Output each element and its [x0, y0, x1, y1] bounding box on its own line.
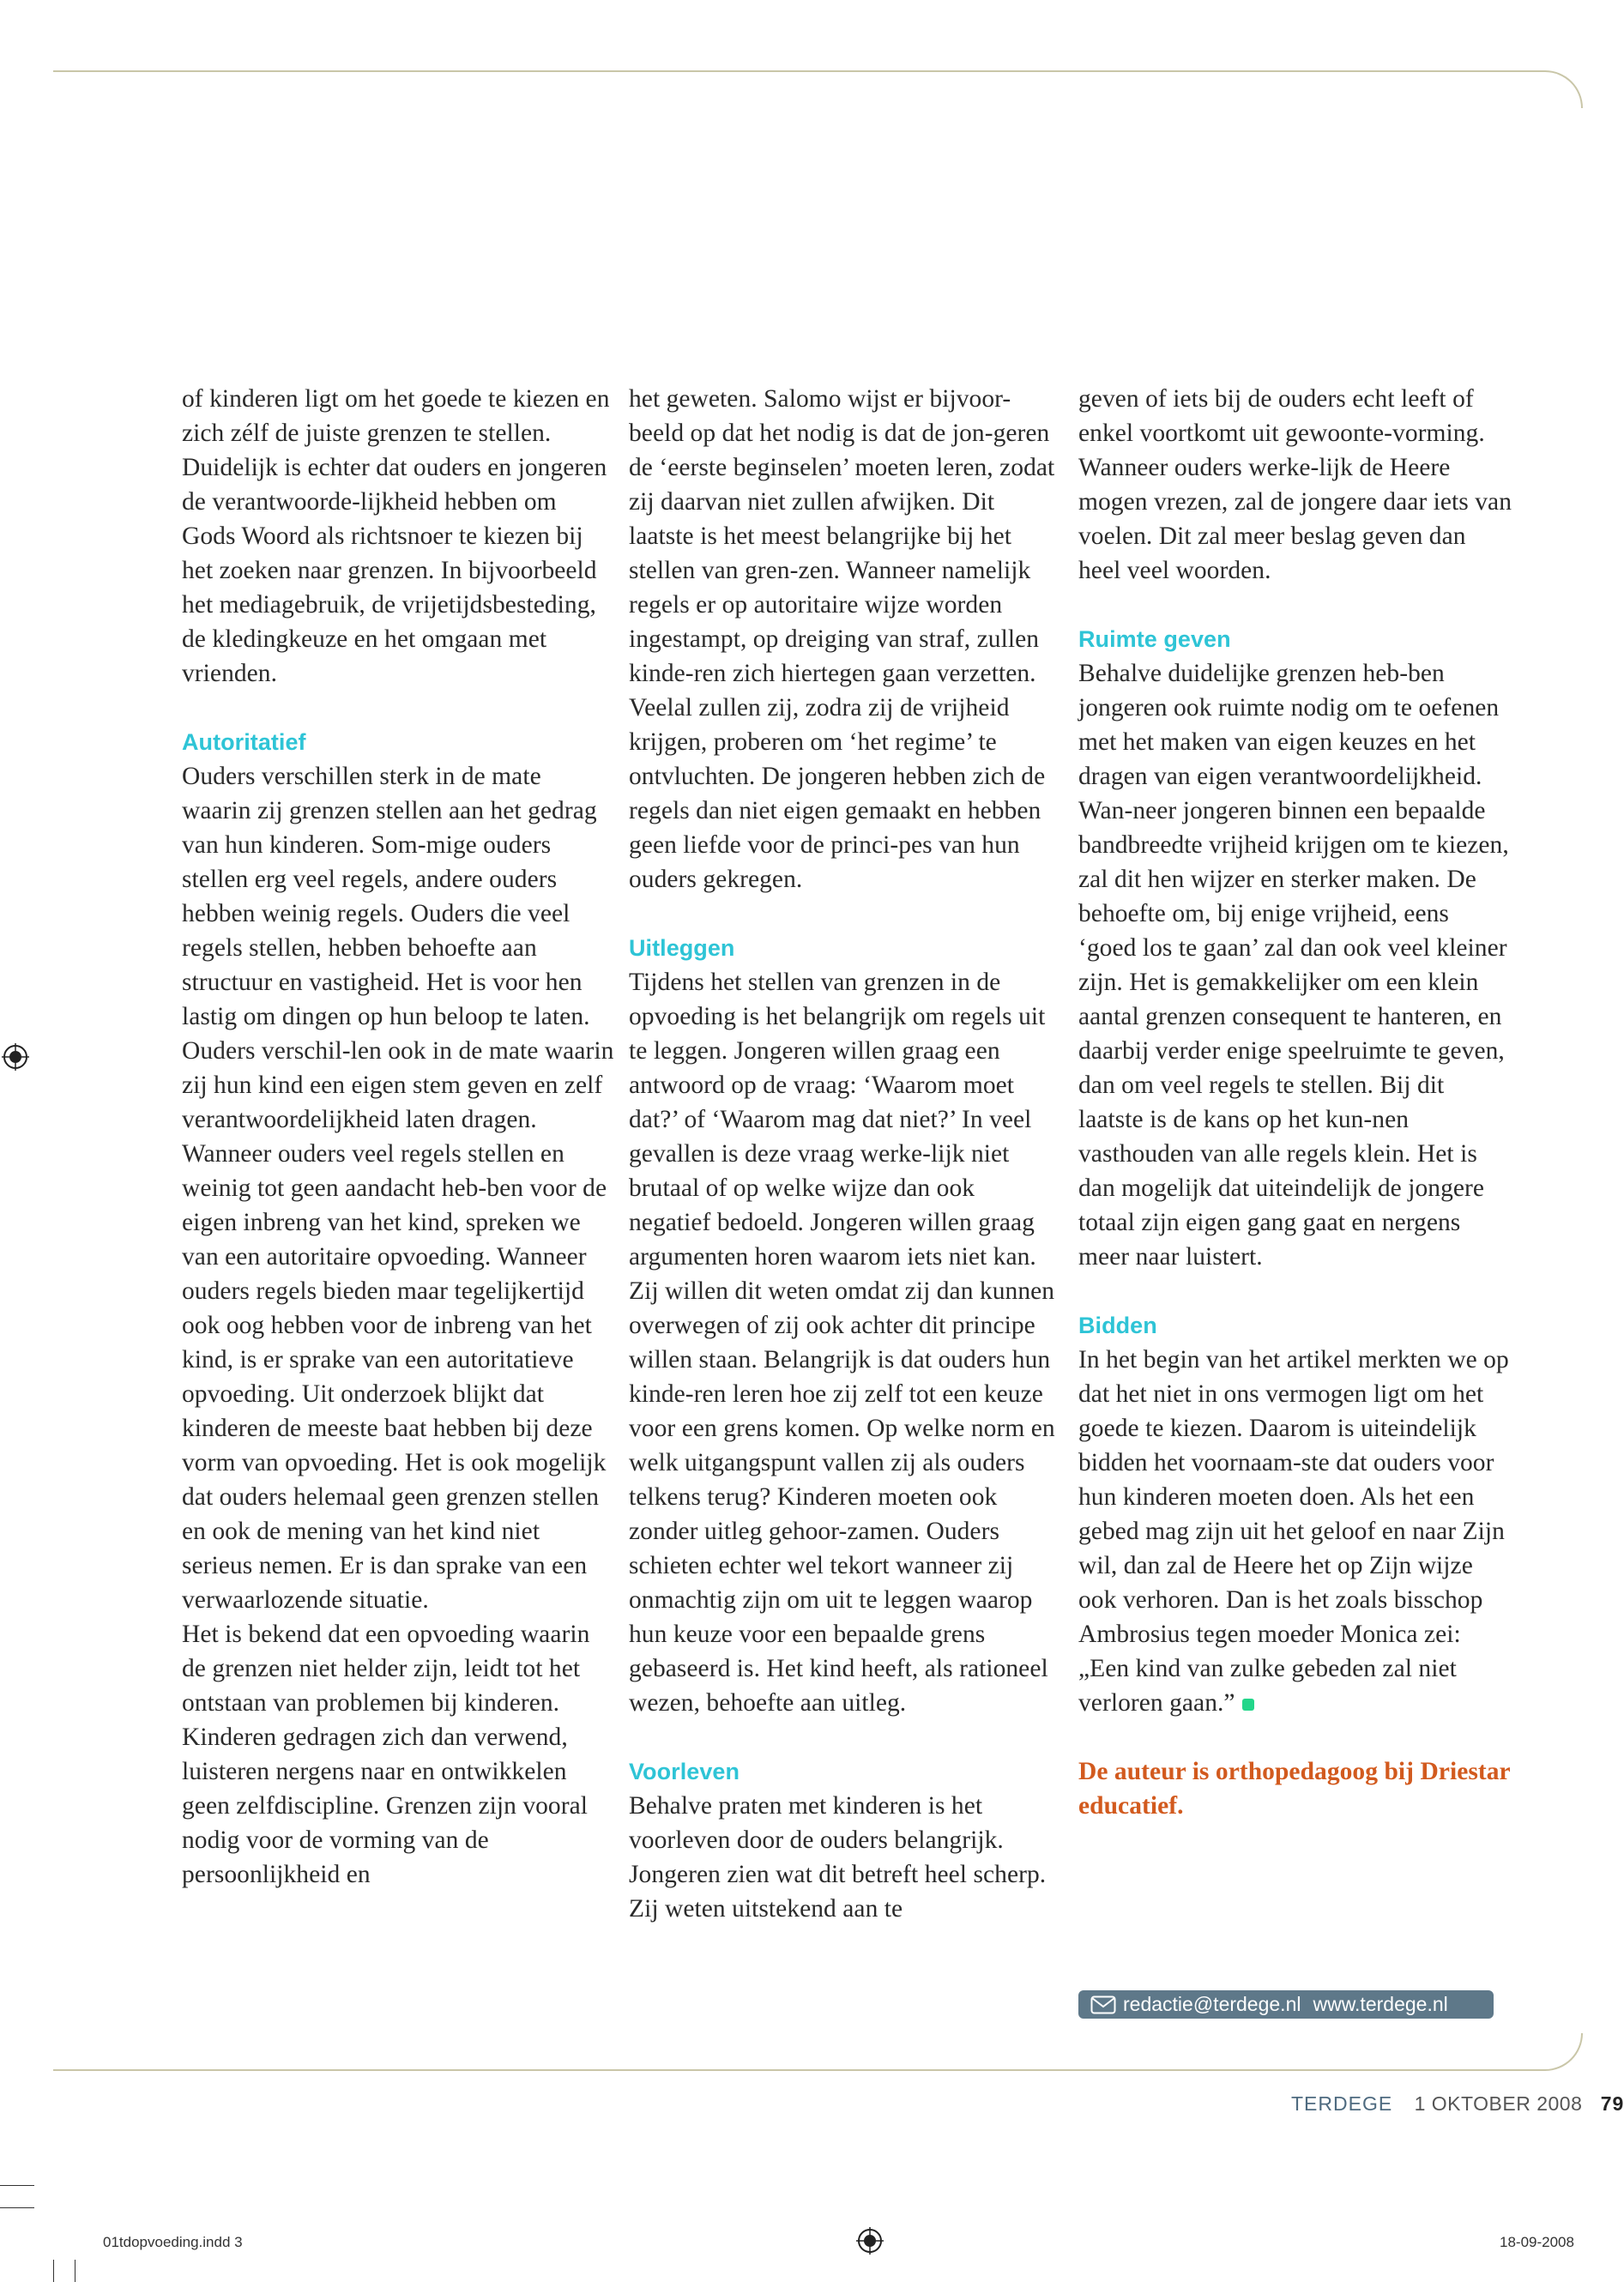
- heading-bidden: Bidden: [1078, 1313, 1157, 1338]
- column-1-paragraph-2: Het is bekend dat een opvoeding waarin de grenzen niet helder zijn, leidt tot het ontstaan van problemen bij kinderen. Kinderen gedragen zich dan verwend, luisteren nergens naar en ontwikkelen geen zelfdiscipline. Grenzen zijn vooral nodig voor de vorming van de persoonlijkheid en: [182, 1621, 590, 1888]
- column-2-paragraph-1: Tijdens het stellen van grenzen in de opvoeding is het belangrijk om regels uit te leggen. Jongeren willen graag een antwoord op de vraag: ‘Waarom moet dat?’ of ‘Waarom mag dat niet?’ In veel gevallen is deze vraag werke-lijk niet brutaal of op welke wijze dan ook negatief bedoeld. Jongeren willen graag argumenten horen waarom iets niet kan. Zij willen dit weten omdat zij dan kunnen overwegen of zij ook achter dit principe willen staan. Belangrijk is dat ouders hun kinde-ren leren hoe zij zelf tot een keuze voor een grens komen. Op welke norm en welk uitgangspunt vallen zij als ouders telkens terug? Kinderen moeten ook zonder uitleg gehoor-zamen. Ouders schieten echter wel tekort wanneer zij onmachtig zijn om uit te leggen waarop hun keuze voor een bepaalde grens gebaseerd is. Het kind heeft, als rationeel wezen, behoefte aan uitleg.: [629, 969, 1055, 1717]
- end-mark-icon: [1242, 1699, 1254, 1711]
- footer-date: 1 OKTOBER 2008: [1414, 2092, 1583, 2115]
- column-3-paragraph-2: [1078, 1343, 1512, 1720]
- column-2-paragraph-2: Behalve praten met kinderen is het voorleven door de ouders belangrijk. Jongeren zien wat dit betreft heel scherp. Zij weten uitstekend aan te: [629, 1792, 1047, 1923]
- page-footer: [1291, 2092, 1624, 2116]
- crop-mark: [0, 2207, 34, 2208]
- heading-ruimte-geven: Ruimte geven: [1078, 626, 1231, 652]
- page-frame-bottom: [53, 2033, 1583, 2071]
- column-3-intro: geven of iets bij de ouders echt leeft of enkel voortkomt uit gewoonte-vorming. Wanneer ouders werke-lijk de Heere mogen vrezen, zal de jongere daar iets van voelen. Dit zal meer beslag geven dan heel veel woorden.: [1078, 385, 1512, 584]
- contact-website-link[interactable]: www.terdege.nl: [1313, 1993, 1448, 2015]
- crop-mark: [0, 2185, 34, 2186]
- crop-mark: [53, 2260, 54, 2282]
- author-note: De auteur is orthopedagoog bij Driestar educatief.: [1078, 1758, 1511, 1820]
- page-frame-top: [53, 70, 1583, 108]
- registration-mark-icon: [2, 1043, 29, 1071]
- column-2-intro: het geweten. Salomo wijst er bijvoor-beeld op dat het nodig is dat de jon-geren de ‘eerste beginselen’ moeten leren, zodat zij daarvan niet zullen afwijken. Dit laatste is het meest belangrijke bij het stellen van gren-zen. Wanneer namelijk regels er op autoritaire wijze worden ingestampt, op dreiging van straf, zullen kinde-ren zich hiertegen gaan verzetten. Veelal zullen zij, zodra zij de vrijheid krijgen, proberen om ‘het regime’ te ontvluchten. De jongeren hebben zich de regels dan niet eigen gemaakt en hebben geen liefde voor de princi-pes van hun ouders gekregen.: [629, 385, 1055, 893]
- envelope-icon: [1090, 1995, 1116, 2014]
- column-1: [182, 382, 615, 1892]
- heading-voorleven: Voorleven: [629, 1759, 740, 1784]
- column-2: [629, 382, 1062, 1926]
- slug-filename: 01tdopvoeding.indd 3: [103, 2234, 243, 2250]
- heading-uitleggen: Uitleggen: [629, 935, 735, 961]
- column-3: [1078, 382, 1512, 1823]
- column-1-intro: of kinderen ligt om het goede te kiezen en zich zélf de juiste grenzen te stellen. Duidelijk is echter dat ouders en jongeren de verantwoorde-lijkheid hebben om Gods Woord als richtsnoer te kiezen bij het zoeken naar grenzen. In bijvoorbeeld het mediagebruik, de vrijetijdsbesteding, de kledingkeuze en het omgaan met vrienden.: [182, 385, 610, 687]
- registration-mark-icon: [856, 2227, 884, 2255]
- column-1-paragraph-1: Ouders verschillen sterk in de mate waarin zij grenzen stellen aan het gedrag van hun kinderen. Som-mige ouders stellen erg veel regels, andere ouders hebben weinig regels. Ouders die veel regels stellen, hebben behoefte aan structuur en vastigheid. Het is voor hen lastig om dingen op hun beloop te laten. Ouders verschil-len ook in de mate waarin zij hun kind een eigen stem geven en zelf verantwoordelijkheid laten dragen. Wanneer ouders veel regels stellen en weinig tot geen aandacht heb-ben voor de eigen inbreng van het kind, spreken we van een autoritaire opvoeding. Wanneer ouders regels bieden maar tegelijkertijd ook oog hebben voor de inbreng van het kind, is er sprake van een autoritatieve opvoeding. Uit onderzoek blijkt dat kinderen de meeste baat hebben bij deze vorm van opvoeding. Het is ook mogelijk dat ouders helemaal geen grenzen stellen en ook de mening van het kind niet serieus nemen. Er is dan sprake van een verwaarlozende situatie.: [182, 763, 614, 1614]
- slug-date: 18-09-2008: [1500, 2234, 1574, 2250]
- heading-autoritatief: Autoritatief: [182, 729, 306, 755]
- contact-email-link[interactable]: redactie@terdege.nl: [1123, 1993, 1301, 2015]
- footer-page-number: 79: [1600, 2092, 1624, 2115]
- column-3-paragraph-2-text: In het begin van het artikel merkten we op dat het niet in ons vermogen ligt om het goede te kiezen. Daarom is uiteindelijk bidden het voornaam-ste dat ouders voor hun kinderen moeten doen. Als het een gebed mag zijn uit het geloof en naar Zijn wil, dan zal de Heere het op Zijn wijze ook verhoren. Dan is het zoals bisschop Ambrosius tegen moeder Monica zei: „Een kind van zulke gebeden zal niet verloren gaan.”: [1078, 1346, 1509, 1717]
- contact-bar: [1078, 1990, 1494, 2019]
- footer-publication: TERDEGE: [1291, 2092, 1393, 2115]
- column-3-paragraph-1: Behalve duidelijke grenzen heb-ben jongeren ook ruimte nodig om te oefenen met het maken van eigen keuzes en het dragen van eigen verantwoordelijkheid. Wan-neer jongeren binnen een bepaalde bandbreedte vrijheid krijgen om te kiezen, zal dit hen wijzer en sterker maken. De behoefte om, bij enige vrijheid, eens ‘goed los te gaan’ zal dan ook veel kleiner zijn. Het is gemakkelijker om een klein aantal grenzen consequent te hanteren, en daarbij verder enige speelruimte te geven, dan om veel regels te stellen. Bij dit laatste is de kans op het kun-nen vasthouden van alle regels klein. Het is dan mogelijk dat uiteindelijk de jongere totaal zijn eigen gang gaat en nergens meer naar luistert.: [1078, 660, 1509, 1271]
